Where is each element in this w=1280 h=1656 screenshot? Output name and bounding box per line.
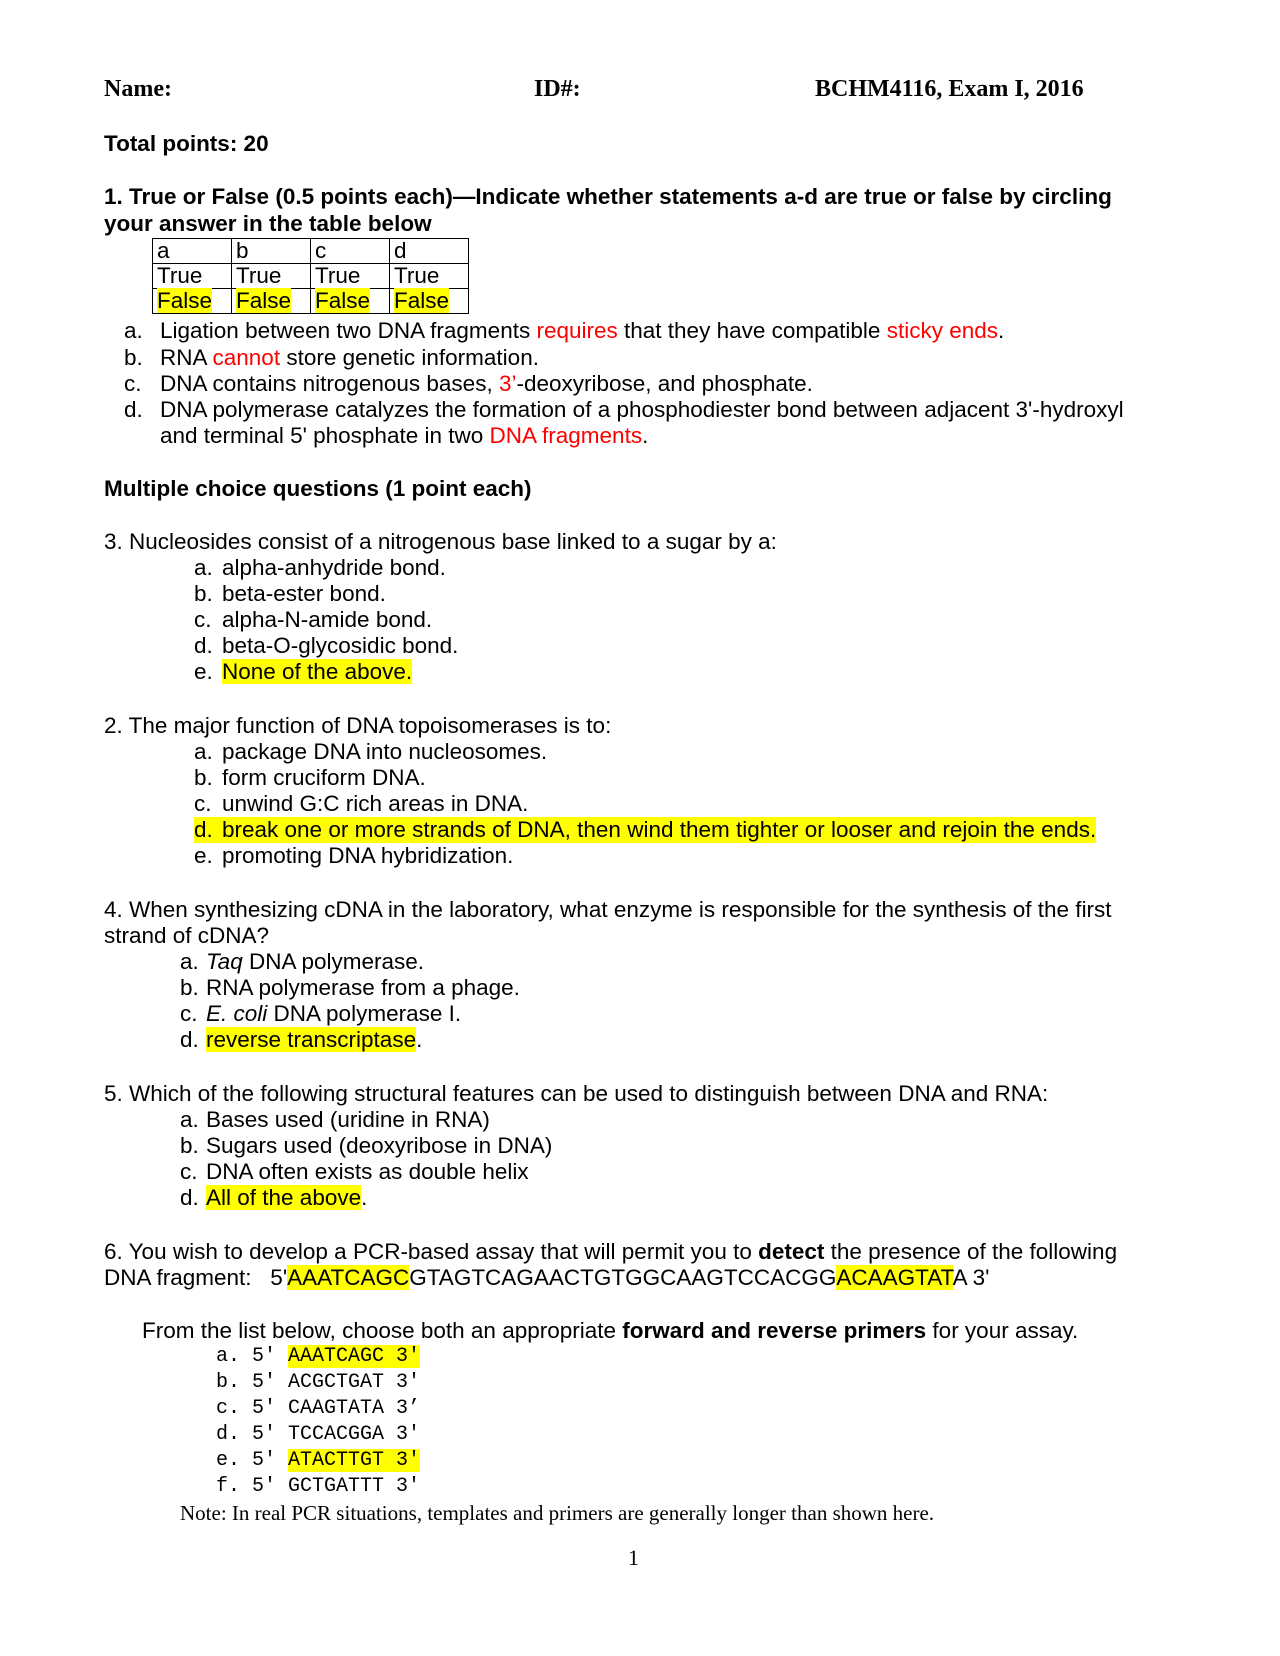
statement-a-red2: sticky ends: [886, 318, 998, 343]
primer-c-prefix: c. 5': [216, 1397, 289, 1420]
q1-title-line2: your answer in the table below: [104, 211, 432, 236]
statement-a-red1: requires: [536, 318, 618, 343]
q3-stem: 3. Nucleosides consist of a nitrogenous base linked to a sugar by a:: [104, 529, 777, 554]
q4-c-text: DNA polymerase I.: [267, 1001, 462, 1026]
q3-option-b: [194, 581, 386, 607]
q5-a-text: Bases used (uridine in RNA): [206, 1107, 490, 1132]
q6-instruction-bold: forward and reverse primers: [622, 1318, 927, 1343]
q6-stem: [104, 1239, 1117, 1265]
q4-a-italic: Taq: [206, 949, 243, 974]
q5-d-label: d.: [180, 1185, 199, 1210]
q5-option-a: [180, 1107, 490, 1133]
q4-option-d: [180, 1027, 422, 1053]
primer-d: [216, 1422, 420, 1448]
primer-b-prefix: b. 5': [216, 1371, 289, 1394]
true-false-table: [152, 238, 469, 314]
primer-e-prefix: e. 5': [216, 1449, 289, 1472]
tf-false-c: False: [315, 288, 371, 313]
q5-d-text: All of the above: [206, 1185, 362, 1210]
tf-header-b: b: [232, 239, 311, 264]
q4-option-a: [180, 949, 424, 975]
q4-d-text: reverse transcriptase: [206, 1027, 417, 1052]
q5-b-text: Sugars used (deoxyribose in DNA): [206, 1133, 553, 1158]
q4-stem-line1: 4. When synthesizing cDNA in the laboratory, what enzyme is responsible for the synthesis of the first: [104, 897, 1112, 922]
primer-a-prefix: a. 5': [216, 1345, 289, 1368]
q6-instruction-text2: for your assay.: [926, 1318, 1079, 1343]
q6-stem-bold: detect: [758, 1239, 825, 1264]
statement-c-text2: -deoxyribose, and phosphate.: [516, 371, 813, 396]
q5-b-label: b.: [180, 1133, 199, 1158]
q3-a-text: alpha-anhydride bond.: [222, 555, 446, 580]
tf-header-d: d: [390, 239, 469, 264]
primer-a-seq: AAATCAGC 3': [288, 1345, 421, 1368]
tf-true-row: [153, 264, 469, 289]
q4-a-text: DNA polymerase.: [242, 949, 425, 974]
q3-c-label: c.: [194, 607, 212, 632]
tf-false-b: False: [236, 288, 292, 313]
q6-fragment-label: DNA fragment: 5': [104, 1265, 288, 1290]
primer-e: [216, 1448, 420, 1474]
primer-b: [216, 1370, 420, 1396]
statement-a-text1: Ligation between two DNA fragments: [160, 318, 537, 343]
q3-option-a: [194, 555, 446, 581]
course-title: BCHM4116, Exam I, 2016: [815, 76, 1084, 102]
statement-a-text2: that they have compatible: [617, 318, 887, 343]
q3-e-label: e.: [194, 659, 213, 684]
q5-a-label: a.: [180, 1107, 199, 1132]
statement-d-text1: and terminal 5' phosphate in two: [160, 423, 490, 448]
q2-e-text: promoting DNA hybridization.: [222, 843, 514, 868]
primer-e-seq: ATACTTGT 3': [288, 1449, 421, 1472]
primer-f: [216, 1474, 420, 1500]
statement-c-text1: DNA contains nitrogenous bases,: [160, 371, 499, 396]
q4-b-label: b.: [180, 975, 199, 1000]
q5-option-c: [180, 1159, 529, 1185]
statement-d-text2: .: [642, 423, 649, 448]
tf-false-a-cell: [153, 289, 232, 314]
statement-d-red1: DNA fragments: [489, 423, 643, 448]
q4-stem-line2: strand of cDNA?: [104, 923, 270, 948]
q3-b-text: beta-ester bond.: [222, 581, 386, 606]
q6-note: Note: In real PCR situations, templates and primers are generally longer than shown here.: [180, 1501, 935, 1525]
primer-b-seq: ACGCTGAT 3': [288, 1371, 421, 1394]
tf-false-d: False: [394, 288, 450, 313]
statement-a-label: a.: [124, 318, 143, 343]
q5-stem: 5. Which of the following structural features can be used to distinguish between DNA and RNA:: [104, 1081, 1049, 1106]
id-label: ID#:: [534, 76, 581, 102]
statement-c-label: c.: [124, 371, 142, 396]
primer-c-seq: CAAGTATA 3’: [288, 1397, 421, 1420]
statement-b-label: b.: [124, 345, 143, 370]
q3-option-d: [194, 633, 458, 659]
statement-d-line1: DNA polymerase catalyzes the formation of a phosphodiester bond between adjacent 3'-hydroxyl: [160, 397, 1124, 422]
primer-a: [216, 1344, 420, 1370]
name-label: Name:: [104, 76, 172, 102]
statement-d-cont: [160, 423, 648, 449]
statement-b-red1: cannot: [212, 345, 281, 370]
q3-d-label: d.: [194, 633, 213, 658]
q2-option-d: [194, 817, 1096, 843]
q5-c-text: DNA often exists as double helix: [206, 1159, 529, 1184]
statement-c: [124, 371, 813, 397]
tf-true-a: True: [153, 264, 232, 289]
q4-c-italic: E. coli: [206, 1001, 268, 1026]
tf-false-c-cell: [311, 289, 390, 314]
q6-fragment-mid: GTAGTCAGAACTGTGGCAAGTCCACGG: [409, 1265, 837, 1290]
q2-d-text: break one or more strands of DNA, then wind them tighter or looser and rejoin the ends.: [222, 817, 1097, 842]
q6-fragment-hl1: AAATCAGC: [287, 1265, 410, 1290]
q2-c-text: unwind G:C rich areas in DNA.: [222, 791, 529, 816]
q2-stem: 2. The major function of DNA topoisomerases is to:: [104, 713, 612, 738]
q6-fragment: [104, 1265, 989, 1291]
q3-c-text: alpha-N-amide bond.: [222, 607, 433, 632]
tf-false-d-cell: [390, 289, 469, 314]
q6-stem-text2: the presence of the following: [824, 1239, 1118, 1264]
q6-fragment-tail: A 3': [952, 1265, 990, 1290]
q3-d-text: beta-O-glycosidic bond.: [222, 633, 459, 658]
q3-b-label: b.: [194, 581, 213, 606]
q5-option-b: [180, 1133, 552, 1159]
q5-option-d: [180, 1185, 367, 1211]
mc-heading: Multiple choice questions (1 point each): [104, 476, 532, 501]
q4-d-tail: .: [416, 1027, 423, 1052]
q6-instruction-text1: From the list below, choose both an appropriate: [142, 1318, 623, 1343]
q2-c-label: c.: [194, 791, 212, 816]
primer-c: [216, 1396, 420, 1422]
tf-false-a: False: [157, 288, 213, 313]
q2-option-e: [194, 843, 513, 869]
q5-d-tail: .: [361, 1185, 368, 1210]
primer-f-seq: GCTGATTT 3': [288, 1475, 421, 1498]
q6-instruction: [142, 1318, 1078, 1344]
q2-option-b: [194, 765, 426, 791]
tf-header-row: [153, 239, 469, 264]
statement-b-text2: store genetic information.: [280, 345, 539, 370]
statement-c-red1: 3’: [498, 371, 517, 396]
q2-option-a: [194, 739, 547, 765]
primer-f-prefix: f. 5': [216, 1475, 289, 1498]
q2-a-text: package DNA into nucleosomes.: [222, 739, 548, 764]
q2-d-label: d.: [194, 817, 213, 842]
q4-b-text: RNA polymerase from a phage.: [206, 975, 520, 1000]
statement-a: [124, 318, 1004, 344]
q3-option-c: [194, 607, 432, 633]
tf-false-b-cell: [232, 289, 311, 314]
q6-fragment-hl2: ACAAGTAT: [836, 1265, 953, 1290]
q1-title-line1: 1. True or False (0.5 points each)—Indicate whether statements a-d are true or false by circling: [104, 184, 1112, 209]
q2-a-label: a.: [194, 739, 213, 764]
total-points: Total points: 20: [104, 131, 269, 156]
page-number: 1: [628, 1545, 639, 1570]
tf-header-c: c: [311, 239, 390, 264]
q4-option-c: [180, 1001, 461, 1027]
q6-stem-text1: 6. You wish to develop a PCR-based assay that will permit you to: [104, 1239, 759, 1264]
statement-d: [124, 397, 1124, 423]
primer-d-seq: TCCACGGA 3': [288, 1423, 421, 1446]
tf-true-c: True: [311, 264, 390, 289]
statement-d-label: d.: [124, 397, 143, 422]
tf-header-a: a: [153, 239, 232, 264]
statement-b: [124, 345, 539, 371]
q5-c-label: c.: [180, 1159, 198, 1184]
tf-false-row: [153, 289, 469, 314]
q3-a-label: a.: [194, 555, 213, 580]
q4-d-label: d.: [180, 1027, 199, 1052]
primer-d-prefix: d. 5': [216, 1423, 289, 1446]
q3-option-e: [194, 659, 412, 685]
q2-b-label: b.: [194, 765, 213, 790]
tf-true-b: True: [232, 264, 311, 289]
q4-c-label: c.: [180, 1001, 198, 1026]
q2-e-label: e.: [194, 843, 213, 868]
q3-e-text: None of the above.: [222, 659, 413, 684]
q4-option-b: [180, 975, 520, 1001]
q2-option-c: [194, 791, 528, 817]
q2-b-text: form cruciform DNA.: [222, 765, 426, 790]
statement-a-text3: .: [997, 318, 1005, 343]
tf-true-d: True: [390, 264, 469, 289]
q4-a-label: a.: [180, 949, 199, 974]
statement-b-text1: RNA: [160, 345, 213, 370]
